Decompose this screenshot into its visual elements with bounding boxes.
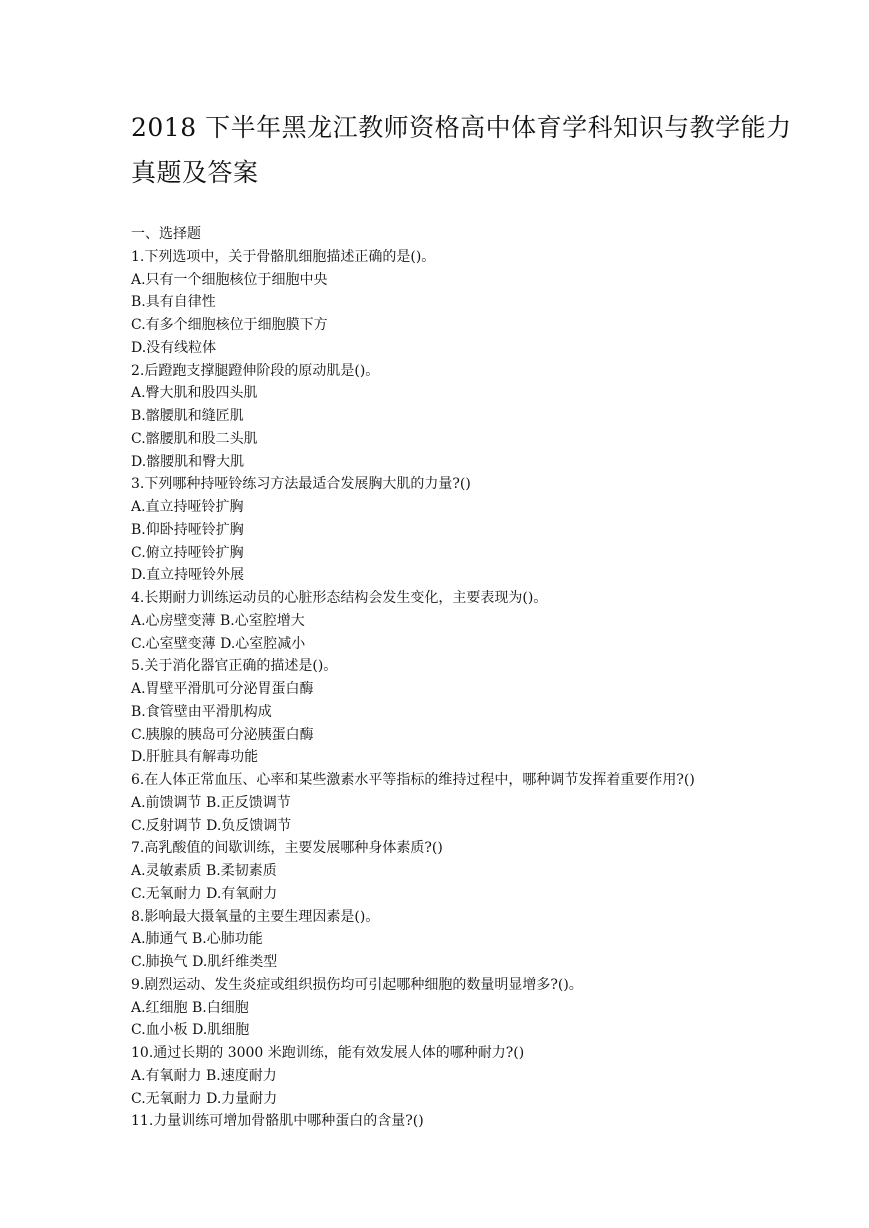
text-line: A.前馈调节 B.正反馈调节 [131,794,291,811]
text-line: 1.下列选项中，关于骨骼肌细胞描述正确的是()。 [131,248,436,265]
text-line: A.只有一个细胞核位于细胞中央 [131,271,328,288]
text-line: C.反射调节 D.负反馈调节 [131,817,292,834]
text-line: 6.在人体正常血压、心率和某些激素水平等指标的维持过程中，哪种调节发挥着重要作用?() [131,772,695,788]
text-line: C.血小板 D.肌细胞 [131,1022,250,1039]
text-line: 7.高乳酸值的间歇训练，主要发展哪种身体素质?() [131,840,443,857]
text-line: A.胃壁平滑肌可分泌胃蛋白酶 [131,681,314,697]
text-line: A.灵敏素质 B.柔韧素质 [131,863,277,879]
text-line: A.心房壁变薄 B.心室腔增大 [131,612,305,629]
document-title-line-1: 2018 下半年黑龙江教师资格高中体育学科知识与教学能力 [131,113,792,142]
text-line: A.红细胞 B.白细胞 [131,999,249,1016]
text-line: C.无氧耐力 D.力量耐力 [131,1090,278,1107]
text-line: C.肺换气 D.肌纤维类型 [131,954,278,970]
text-line: A.有氧耐力 B.速度耐力 [131,1067,277,1084]
section-heading: 一、选择题 [131,226,201,242]
text-line: C.无氧耐力 D.有氧耐力 [131,885,278,902]
text-line: 4.长期耐力训练运动员的心脏形态结构会发生变化，主要表现为()。 [131,590,548,606]
text-line: A.臀大肌和股四头肌 [131,385,258,402]
text-line: 5.关于消化器官正确的描述是()。 [131,658,338,675]
text-line: 10.通过长期的 3000 米跑训练，能有效发展人体的哪种耐力?() [131,1045,525,1061]
text-line: B.具有自律性 [131,294,216,311]
text-line: C.胰腺的胰岛可分泌胰蛋白酶 [131,726,314,743]
text-line: C.俯立持哑铃扩胸 [131,544,244,561]
text-line: 8.影响最大摄氧量的主要生理因素是()。 [131,908,380,925]
text-line: D.髂腰肌和臀大肌 [131,453,245,470]
text-line: C.心室壁变薄 D.心室腔减小 [131,635,306,652]
text-line: D.肝脏具有解毒功能 [131,749,259,766]
text-line: D.没有线粒体 [131,339,217,356]
text-line: C.髂腰肌和股二头肌 [131,430,258,447]
text-line: A.直立持哑铃扩胸 [131,499,244,515]
document-body [131,223,851,1133]
text-line: 3.下列哪种持哑铃练习方法最适合发展胸大肌的力量?() [131,476,471,493]
text-line: B.食管壁由平滑肌构成 [131,703,272,720]
text-line: B.仰卧持哑铃扩胸 [131,521,244,538]
text-line: B.髂腰肌和缝匠肌 [131,408,244,424]
text-line: 2.后蹬跑支撑腿蹬伸阶段的原动肌是()。 [131,362,380,379]
text-line: 11.力量训练可增加骨骼肌中哪种蛋白的含量?() [131,1113,424,1130]
text-line: A.肺通气 B.心肺功能 [131,931,263,948]
document-title-line-2: 真题及答案 [131,158,259,187]
text-line: C.有多个细胞核位于细胞膜下方 [131,317,328,333]
text-line: 9.剧烈运动、发生炎症或组织损伤均可引起哪种细胞的数量明显增多?()。 [131,976,583,993]
text-line: D.直立持哑铃外展 [131,567,245,584]
